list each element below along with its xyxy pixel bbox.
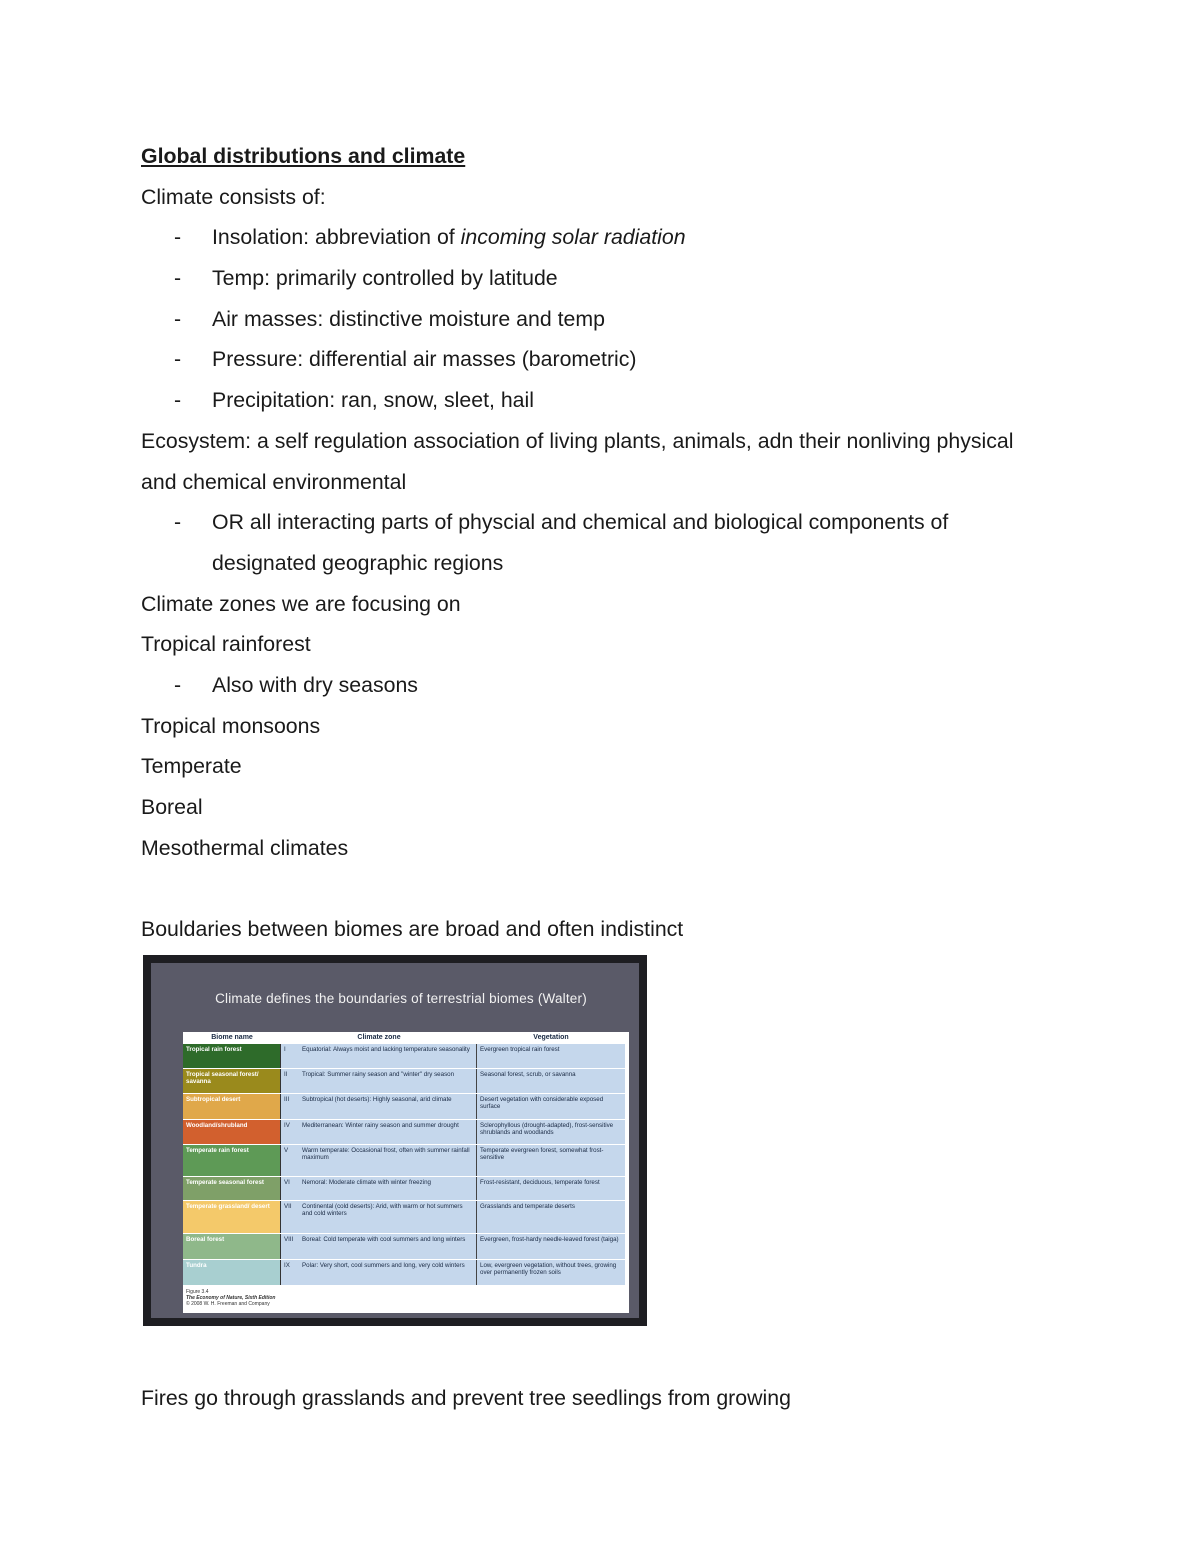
biome-name: Subtropical desert	[183, 1094, 281, 1119]
table-body	[183, 1043, 629, 1285]
insolation-emphasis: incoming solar radiation	[460, 225, 686, 250]
list-item	[141, 665, 1041, 706]
bullet-dash: -	[174, 510, 182, 535]
table-row	[183, 1233, 629, 1259]
table-header	[183, 1032, 629, 1043]
zone-description: Continental (cold deserts): Arid, with warm or hot summers and cold winters	[302, 1203, 463, 1217]
figure-note	[183, 1285, 629, 1313]
document-body	[141, 136, 1041, 950]
list-item-text: Temp: primarily controlled by latitude	[212, 266, 558, 291]
climate-zone	[281, 1145, 477, 1176]
zone-number: II	[284, 1071, 288, 1078]
zone-description: Boreal: Cold temperate with cool summers and long winters	[302, 1236, 466, 1243]
biome-table	[183, 1032, 629, 1313]
zone-description: Warm temperate: Occasional frost, often with summer rainfall maximum	[302, 1147, 470, 1161]
table-row	[183, 1043, 629, 1068]
zone-description: Polar: Very short, cool summers and long, very cold winters	[302, 1262, 465, 1269]
climate-zone	[281, 1120, 477, 1144]
climate-zone	[281, 1094, 477, 1119]
biome-name: Temperate seasonal forest	[183, 1177, 281, 1200]
climate-zone	[281, 1177, 477, 1200]
bullet-dash: -	[174, 306, 182, 331]
ecosystem-paragraph: Ecosystem: a self regulation association of living plants, animals, adn their nonliving physical and chemical environmental	[141, 428, 1014, 494]
zone-item: Boreal	[141, 795, 203, 820]
climate-zone	[281, 1069, 477, 1093]
zones-heading: Climate zones we are focusing on	[141, 591, 461, 616]
zone-number: VIII	[284, 1236, 294, 1243]
vegetation: Sclerophyllous (drought-adapted), frost-sensitive shrublands and woodlands	[477, 1120, 625, 1144]
figure-copyright: © 2008 W. H. Freeman and Company	[186, 1301, 270, 1307]
vegetation: Evergreen tropical rain forest	[477, 1044, 625, 1068]
list-item	[141, 380, 1041, 421]
header-biome: Biome name	[211, 1034, 253, 1041]
zone-number: I	[284, 1046, 286, 1053]
ecosystem-alt-text: OR all interacting parts of physcial and chemical and biological components of designated geographic regions	[212, 510, 949, 575]
bullet-dash: -	[174, 266, 182, 291]
biome-name: Tundra	[183, 1260, 281, 1285]
spacer	[141, 868, 1041, 909]
bullet-dash: -	[174, 347, 182, 372]
biome-name: Woodland/shrubland	[183, 1120, 281, 1144]
zone-tropical-rainforest: Tropical rainforest	[141, 632, 311, 657]
table-row	[183, 1259, 629, 1285]
table-row	[183, 1093, 629, 1119]
climate-intro: Climate consists of:	[141, 184, 326, 209]
list-item-text: Precipitation: ran, snow, sleet, hail	[212, 388, 534, 413]
boundaries-text: Bouldaries between biomes are broad and often indistinct	[141, 917, 684, 942]
climate-zone	[281, 1044, 477, 1068]
zone-number: IX	[284, 1262, 290, 1269]
figure-source: The Economy of Nature, Sixth Edition	[186, 1295, 276, 1301]
zone-item: Tropical monsoons	[141, 713, 321, 738]
biome-name: Tropical seasonal forest/ savanna	[183, 1069, 281, 1093]
climate-zone	[281, 1201, 477, 1233]
zone-number: IV	[284, 1122, 290, 1129]
bullet-dash: -	[174, 225, 182, 250]
table-row	[183, 1200, 629, 1233]
biome-slide-image	[143, 955, 647, 1326]
zone-number: VI	[284, 1179, 290, 1186]
vegetation: Desert vegetation with considerable exposed surface	[477, 1094, 625, 1119]
zone-description: Tropical: Summer rainy season and "winter" dry season	[302, 1071, 455, 1078]
zone-number: V	[284, 1147, 289, 1154]
fires-text: Fires go through grasslands and prevent tree seedlings from growing	[141, 1386, 791, 1410]
table-row	[183, 1144, 629, 1176]
zone-description: Subtropical (hot deserts): Highly seasonal, arid climate	[302, 1096, 452, 1103]
vegetation: Low, evergreen vegetation, without trees, growing over permanently frozen soils	[477, 1260, 625, 1285]
header-climate-zone: Climate zone	[357, 1034, 401, 1041]
biome-name: Boreal forest	[183, 1234, 281, 1259]
zone-number: III	[284, 1096, 290, 1103]
list-item-text: Also with dry seasons	[212, 673, 418, 697]
bullet-dash: -	[174, 673, 182, 697]
list-item	[141, 339, 1041, 380]
table-row	[183, 1176, 629, 1200]
vegetation: Seasonal forest, scrub, or savanna	[477, 1069, 625, 1093]
header-vegetation: Vegetation	[533, 1034, 569, 1041]
slide-title: Climate defines the boundaries of terrestrial biomes (Walter)	[215, 991, 587, 1006]
vegetation: Evergreen, frost-hardy needle-leaved forest (taiga)	[477, 1234, 625, 1259]
figure-number: Figure 3.4	[186, 1289, 209, 1295]
climate-zone	[281, 1260, 477, 1285]
climate-zone	[281, 1234, 477, 1259]
zone-item: Mesothermal climates	[141, 835, 349, 860]
zone-number: VII	[284, 1203, 292, 1210]
slide-frame	[151, 963, 639, 1318]
zone-description: Mediterranean: Winter rainy season and summer drought	[302, 1122, 459, 1129]
biome-name: Tropical rain forest	[183, 1044, 281, 1068]
list-item	[141, 299, 1041, 340]
list-item	[141, 502, 1042, 583]
zone-description: Equatorial: Always moist and lacking temperature seasonality	[302, 1046, 470, 1053]
list-item	[141, 217, 1041, 258]
biome-name: Temperate rain forest	[183, 1145, 281, 1176]
table-row	[183, 1068, 629, 1093]
list-item	[141, 258, 1041, 299]
vegetation: Grasslands and temperate deserts	[477, 1201, 625, 1233]
insolation-text: Insolation: abbreviation of	[212, 225, 461, 250]
list-item-text: Pressure: differential air masses (barometric)	[212, 347, 637, 372]
list-item-text: Air masses: distinctive moisture and temp	[212, 306, 605, 331]
page-title: Global distributions and climate	[141, 144, 466, 168]
zone-description: Nemoral: Moderate climate with winter freezing	[302, 1179, 431, 1186]
bullet-dash: -	[174, 388, 182, 413]
biome-name: Temperate grassland/ desert	[183, 1201, 281, 1233]
zone-item: Temperate	[141, 754, 242, 779]
table-row	[183, 1119, 629, 1144]
vegetation: Frost-resistant, deciduous, temperate forest	[477, 1177, 625, 1200]
vegetation: Temperate evergreen forest, somewhat frost-sensitive	[477, 1145, 625, 1176]
